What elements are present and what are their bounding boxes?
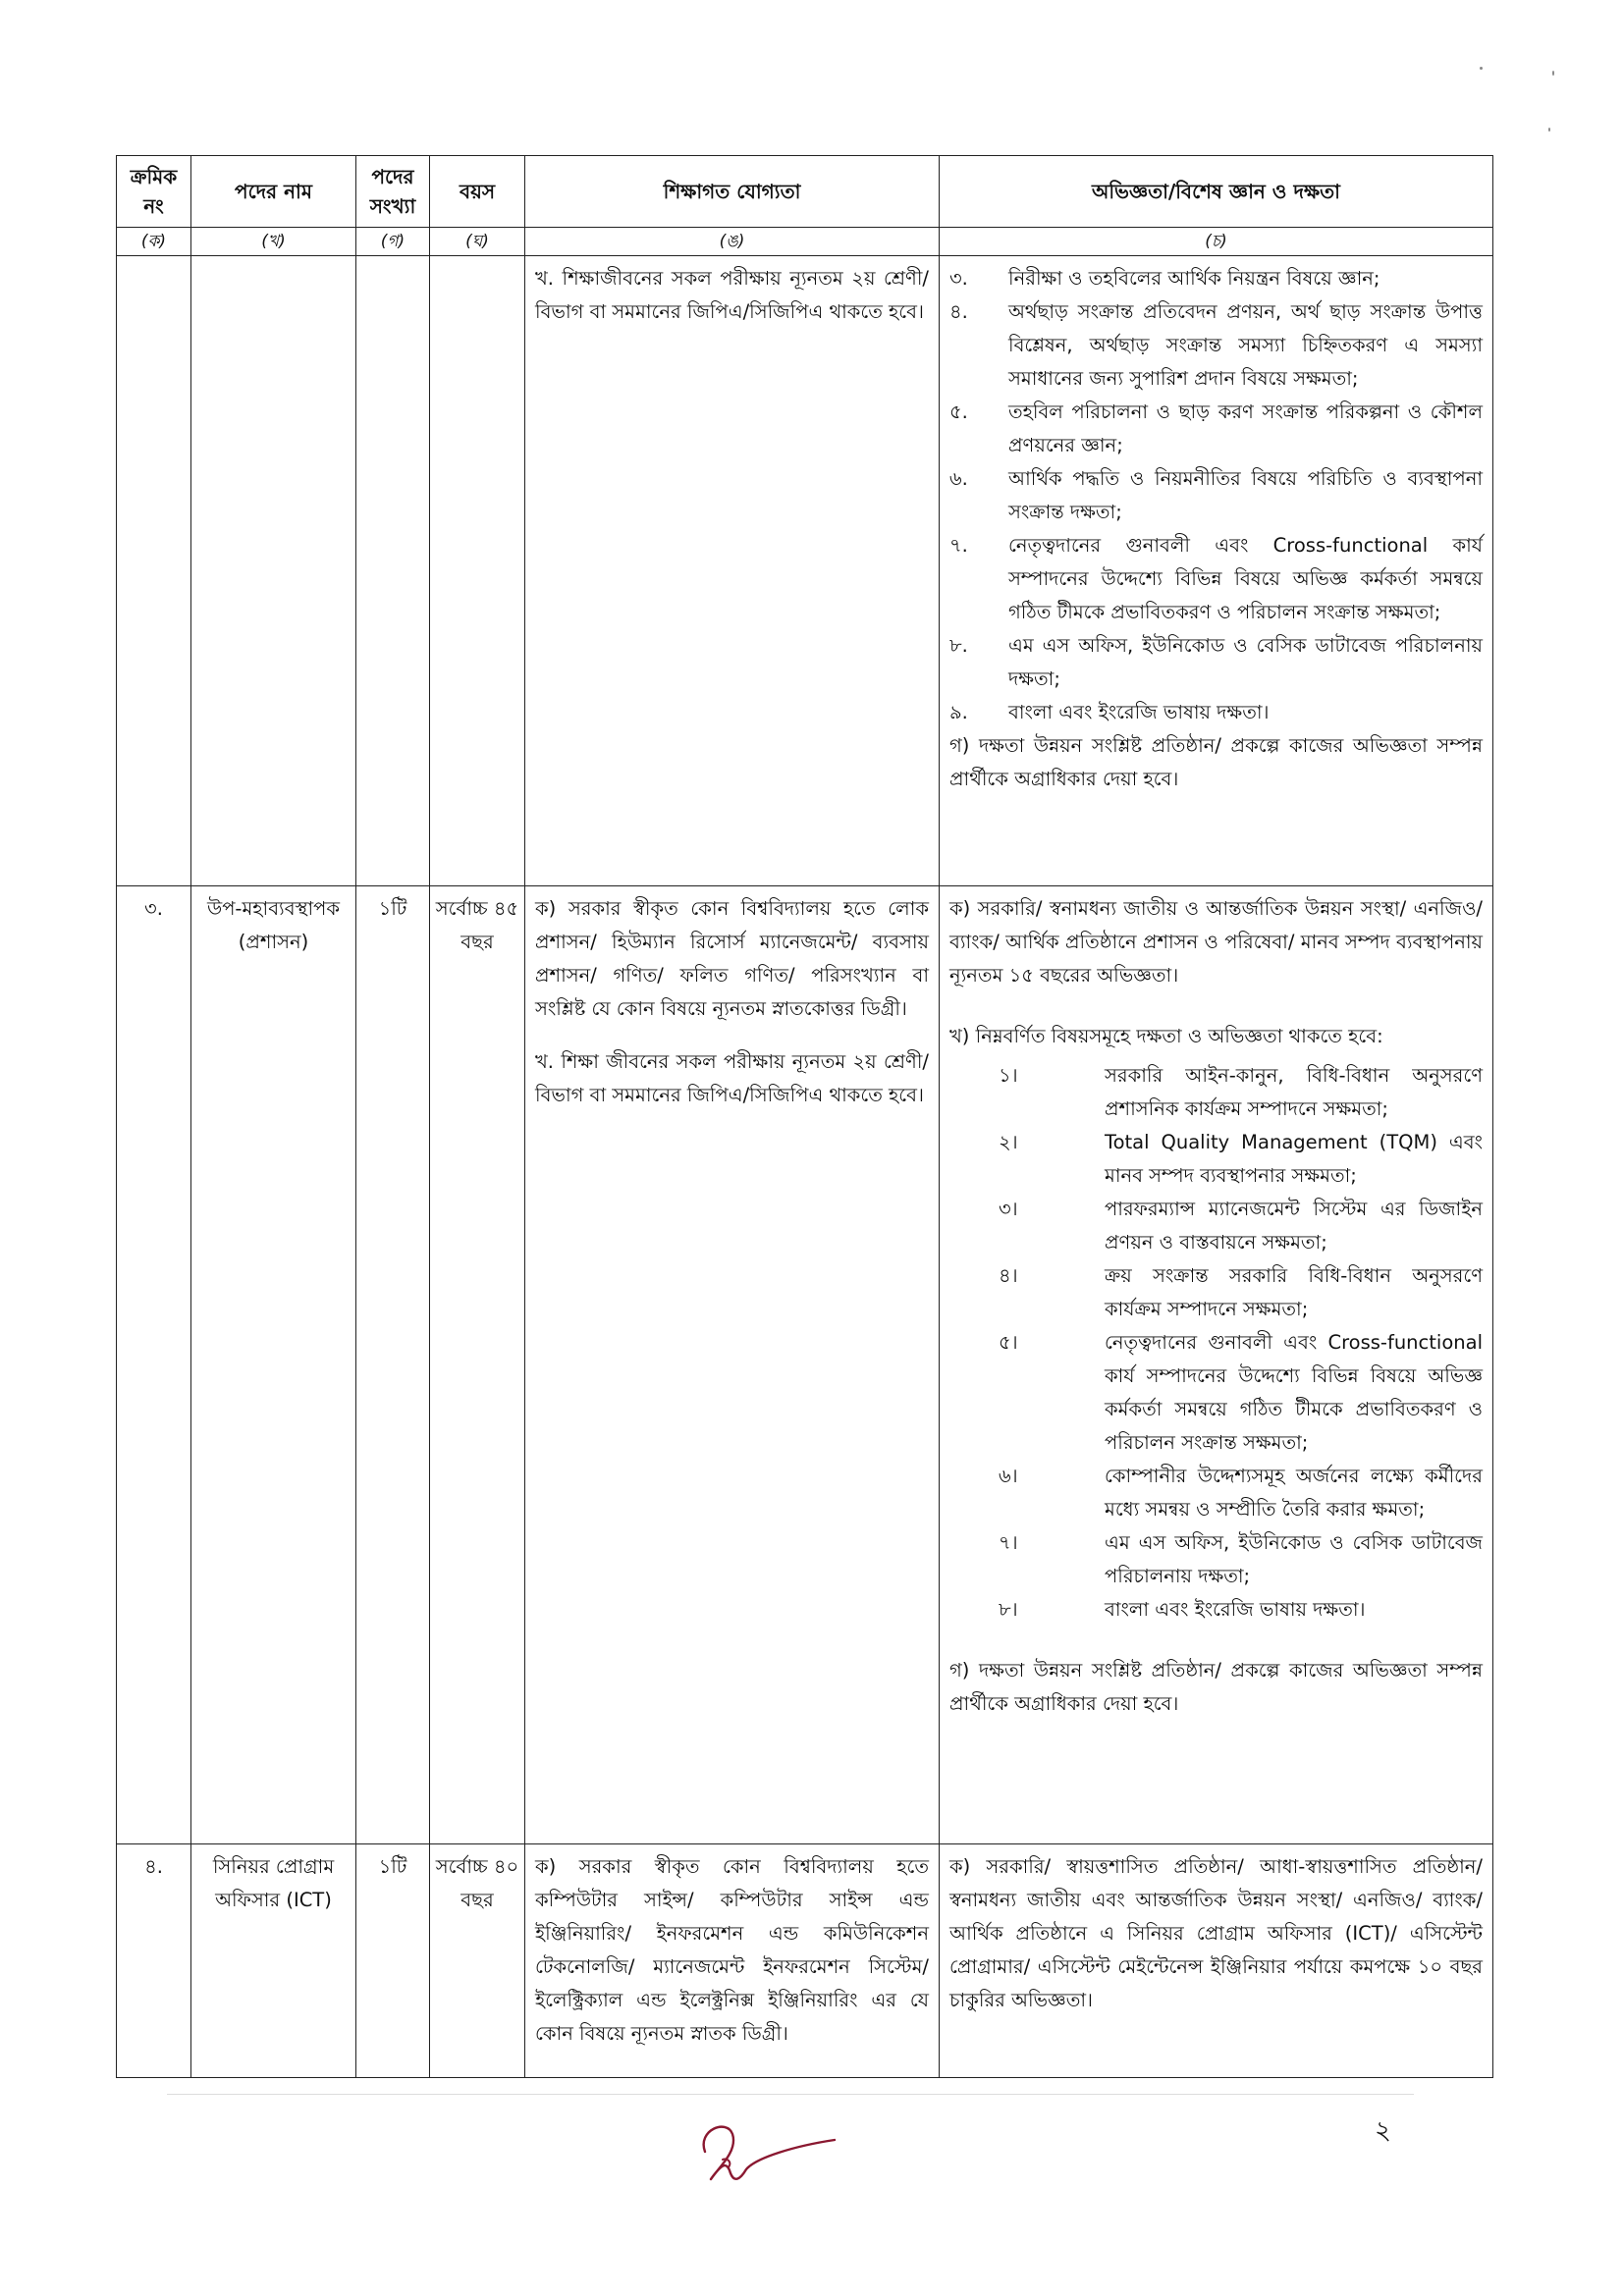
experience-cell: [940, 886, 1493, 1844]
column-letter: (খ): [191, 228, 356, 256]
serial-cell: ৩.: [117, 886, 191, 1844]
post-name-cell: সিনিয়র প্রোগ্রাম অফিসার (ICT): [191, 1844, 356, 2078]
column-letter-row: [117, 228, 1493, 256]
header-row: [117, 156, 1493, 228]
column-letter: (ঙ): [525, 228, 940, 256]
scan-speck: [1548, 128, 1550, 132]
column-letter: (ক): [117, 228, 191, 256]
header-serial: ক্রমিক নং: [117, 156, 191, 228]
list-item: ৩। পারফরম্যান্স ম্যানেজমেন্ট সিস্টেম এর ডিজাইন প্রণয়ন ও বাস্তবায়নে সক্ষমতা;: [999, 1198, 1483, 1254]
header-post-count: পদের সংখ্যা: [356, 156, 430, 228]
list-item: ৩. নিরীক্ষা ও তহবিলের আর্থিক নিয়ন্ত্রন বিষয়ে জ্ঞান;: [949, 267, 1380, 290]
list-item: ৭। এম এস অফিস, ইউনিকোড ও বেসিক ডাটাবেজ পরিচালনায় দক্ষতা;: [999, 1531, 1483, 1587]
list-item: ৭. নেতৃত্বদানের গুনাবলী এবং Cross-functional কার্য সম্পাদনের উদ্দেশ্যে বিভিন্ন বিষয়ে অভিজ্ঞ কর্মকর্তা সমন্বয়ে গঠিত টীমকে প্রভাবিতকরণ ও পরিচালন সংক্রান্ত সক্ষমতা;: [949, 534, 1483, 623]
experience-ga: গ) দক্ষতা উন্নয়ন সংশ্লিষ্ট প্রতিষ্ঠান/ প্রকল্পে কাজের অভিজ্ঞতা সম্পন্ন প্রার্থীকে অগ্রাধিকার দেয়া হবে।: [949, 734, 1483, 790]
column-letter: (গ): [356, 228, 430, 256]
signature: [687, 2101, 844, 2189]
table-row: [117, 1844, 1493, 2078]
age-cell: সর্বোচ্চ ৪৫ বছর: [430, 886, 525, 1844]
experience-ka: ক) সরকারি/ স্বায়ত্তশাসিত প্রতিষ্ঠান/ আধা-স্বায়ত্তশাসিত প্রতিষ্ঠান/ স্বনামধন্য জাতীয় এবং আন্তর্জাতিক উন্নয়ন সংস্থা/ এনজিও/ ব্যাংক/ আর্থিক প্রতিষ্ঠানে এ সিনিয়র প্রোগ্রাম অফিসার (ICT)/ এসিস্টেন্ট প্রোগ্রামার/ এসিস্টেন্ট মেইন্টেনেন্স ইঞ্জিনিয়ার পর্যায়ে কমপক্ষে ১০ বছর চাকুরির অভিজ্ঞতা।: [949, 1855, 1483, 2011]
header-education: শিক্ষাগত যোগ্যতা: [525, 156, 940, 228]
experience-cell: [940, 1844, 1493, 2078]
education-cell: [525, 1844, 940, 2078]
education-kha: খ. শিক্ষাজীবনের সকল পরীক্ষায় ন্যূনতম ২য় শ্রেণী/বিভাগ বা সমমানের জিপিএ/সিজিপিএ থাকতে হবে।: [535, 267, 929, 323]
experience-cell: [940, 256, 1493, 886]
header-experience: অভিজ্ঞতা/বিশেষ জ্ঞান ও দক্ষতা: [940, 156, 1493, 228]
serial-cell: ৪.: [117, 1844, 191, 2078]
experience-kha: খ) নিম্নবর্ণিত বিষয়সমূহে দক্ষতা ও অভিজ্ঞতা থাকতে হবে:: [949, 1025, 1383, 1047]
recruitment-table: [116, 155, 1493, 2078]
list-item: ৬. আর্থিক পদ্ধতি ও নিয়মনীতির বিষয়ে পরিচিতি ও ব্যবস্থাপনা সংক্রান্ত দক্ষতা;: [949, 467, 1483, 523]
education-kha: খ. শিক্ষা জীবনের সকল পরীক্ষায় ন্যূনতম ২য় শ্রেণী/বিভাগ বা সমমানের জিপিএ/সিজিপিএ থাকতে হবে।: [535, 1050, 929, 1106]
table-row-continued: [117, 256, 1493, 886]
scan-speck: [1480, 67, 1483, 70]
list-item: ২। Total Quality Management (TQM) এবং মানব সম্পদ ব্যবস্থাপনার সক্ষমতা;: [999, 1131, 1483, 1187]
header-age: বয়স: [430, 156, 525, 228]
scan-speck: [1552, 71, 1554, 76]
list-item: ১। সরকারি আইন-কানুন, বিধি-বিধান অনুসরণে প্রশাসনিক কার্যক্রম সম্পাদনে সক্ষমতা;: [999, 1064, 1483, 1120]
education-ka: ক) সরকার স্বীকৃত কোন বিশ্ববিদ্যালয় হতে লোক প্রশাসন/ হিউম্যান রিসোর্স ম্যানেজমেন্ট/ ব্যবসায় প্রশাসন/ গণিত/ ফলিত গণিত/ পরিসংখ্যান বা সংশ্লিষ্ট যে কোন বিষয়ে ন্যূনতম স্নাতকোত্তর ডিগ্রী।: [535, 897, 929, 1020]
list-item: ৪। ক্রয় সংক্রান্ত সরকারি বিধি-বিধান অনুসরণে কার্যক্রম সম্পাদনে সক্ষমতা;: [999, 1264, 1483, 1320]
header-post-name: পদের নাম: [191, 156, 356, 228]
post-name-cell: উপ-মহাব্যবস্থাপক (প্রশাসন): [191, 886, 356, 1844]
education-cell: [525, 256, 940, 886]
education-ka: ক) সরকার স্বীকৃত কোন বিশ্ববিদ্যালয় হতে কম্পিউটার সাইন্স/ কম্পিউটার সাইন্স এন্ড ইঞ্জিনিয়ারিং/ ইনফরমেশন এন্ড কমিউনিকেশন টেকনোলজি/ ম্যানেজমেন্ট ইনফরমেশন সিস্টেম/ ইলেক্ট্রিক্যাল এন্ড ইলেক্ট্রনিক্স ইঞ্জিনিয়ারিং এর যে কোন বিষয়ে ন্যূনতম স্নাতক ডিগ্রী।: [535, 1855, 929, 2045]
post-count-cell: ১টি: [356, 886, 430, 1844]
list-item: ৪. অর্থছাড় সংক্রান্ত প্রতিবেদন প্রণয়ন, অর্থ ছাড় সংক্রান্ত উপাত্ত বিশ্লেষন, অর্থছাড় সংক্রান্ত সমস্যা চিহ্নিতকরণ এ সমস্যা সমাধানের জন্য সুপারিশ প্রদান বিষয়ে সক্ষমতা;: [949, 300, 1483, 390]
skill-list: [949, 262, 1483, 729]
page-number: ২: [1375, 2116, 1391, 2146]
age-cell: সর্বোচ্চ ৪০ বছর: [430, 1844, 525, 2078]
skill-list: [949, 1059, 1483, 1627]
list-item: ৯. বাংলা এবং ইংরেজি ভাষায় দক্ষতা।: [949, 701, 1270, 723]
education-cell: [525, 886, 940, 1844]
list-item: ৮. এম এস অফিস, ইউনিকোড ও বেসিক ডাটাবেজ পরিচালনায় দক্ষতা;: [949, 634, 1483, 690]
list-item: ৫। নেতৃত্বদানের গুনাবলী এবং Cross-functional কার্য সম্পাদনের উদ্দেশ্যে বিভিন্ন বিষয়ে অভিজ্ঞ কর্মকর্তা সমন্বয়ে গঠিত টীমকে প্রভাবিতকরণ ও পরিচালন সংক্রান্ত সক্ষমতা;: [999, 1331, 1483, 1454]
column-letter: (ঘ): [430, 228, 525, 256]
footer-divider: [167, 2094, 1414, 2095]
list-item: ৫. তহবিল পরিচালনা ও ছাড় করণ সংক্রান্ত পরিকল্পনা ও কৌশল প্রণয়নের জ্ঞান;: [949, 400, 1483, 456]
post-count-cell: ১টি: [356, 1844, 430, 2078]
list-item: ৮। বাংলা এবং ইংরেজি ভাষায় দক্ষতা।: [999, 1598, 1366, 1621]
column-letter: (চ): [940, 228, 1493, 256]
list-item: ৬। কোম্পানীর উদ্দেশ্যসমূহ অর্জনের লক্ষ্যে কর্মীদের মধ্যে সমন্বয় ও সম্প্রীতি তৈরি করার ক্ষমতা;: [999, 1465, 1483, 1521]
experience-ga: গ) দক্ষতা উন্নয়ন সংশ্লিষ্ট প্রতিষ্ঠান/ প্রকল্পে কাজের অভিজ্ঞতা সম্পন্ন প্রার্থীকে অগ্রাধিকার দেয়া হবে।: [949, 1659, 1483, 1715]
experience-ka: ক) সরকারি/ স্বনামধন্য জাতীয় ও আন্তর্জাতিক উন্নয়ন সংস্থা/ এনজিও/ ব্যাংক/ আর্থিক প্রতিষ্ঠানে প্রশাসন ও পরিষেবা/ মানব সম্পদ ব্যবস্থাপনায় ন্যূনতম ১৫ বছরের অভিজ্ঞতা।: [949, 897, 1483, 987]
table-row: [117, 886, 1493, 1844]
